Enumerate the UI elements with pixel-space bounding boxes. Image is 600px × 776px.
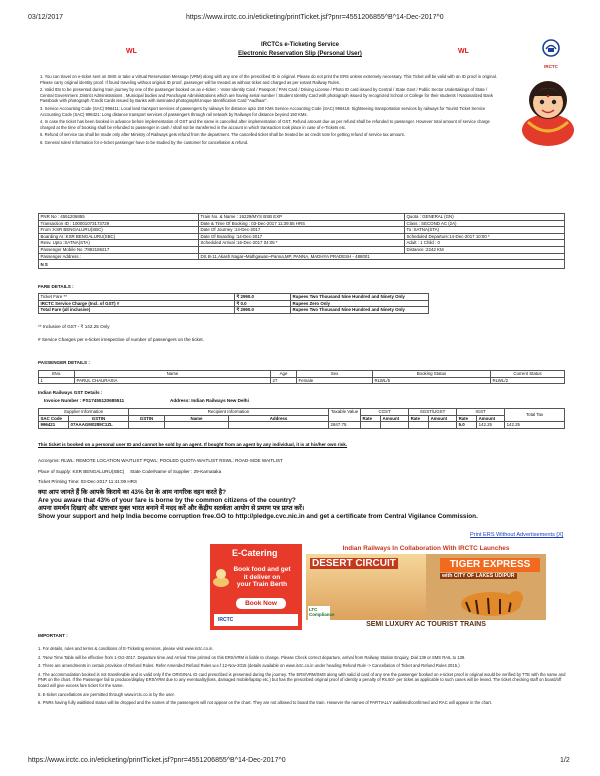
gst-cell	[129, 422, 165, 429]
ticket-title: IRCTCs e-Ticketing Service	[261, 42, 339, 48]
page-number: 1/2	[560, 757, 570, 764]
passenger-sno: 1	[39, 377, 75, 384]
fare-row	[39, 307, 429, 314]
journey-cell: From :KSR BENGALURU(SBC)	[39, 227, 199, 234]
fare-words: Rupees Two Thousand Nine Hundred and Ninety Only	[291, 294, 429, 301]
gst-sub-header: SAC Code	[39, 415, 69, 422]
gst-data-row	[39, 422, 565, 429]
acronyms: Acronyms: RLWL: REMOTE LOCATION WAITLIST PQWL: POOLED QUOTA WAITLIST RSWL: ROAD-SIDE WAITLIST	[38, 458, 283, 463]
journey-ns-row	[39, 260, 565, 269]
gst-group-header: Recipient Information	[129, 409, 329, 416]
subsidy-hindi: क्या आप जानते हैं कि आपके किराये का 43% देश के आम नागरिक वहन करते है?	[38, 489, 227, 496]
journey-row	[39, 220, 565, 227]
print-url: https://www.irctc.co.in/eticketing/printTicket.jsf?pnr=4551206855^B^14-Dec-2017^0	[186, 14, 444, 21]
important-list	[38, 646, 568, 706]
important-item: 4. The accommodation booked is not transferable and is valid only if the ORIGINAL ID card prescribed is presented during the journey. The ERS/VRM/SMS along with valid id card of any one the passenger booked on e-ticket proof in original would be verified by TTE with the name and PNR on the chart. If the Passenger fail to produce/display ERS/VRM due to any eventuality(loss, damaged mobile/laptop etc.) but has the prescribed original proof of identity a penalty of Rs.50/- per ticket as applicable to such cases will be levied. The ticket checking staff on board/off board will give excess fare ticket for the same.	[38, 671, 566, 688]
important-heading: IMPORTANT :	[38, 633, 68, 638]
fare-words: Rupees Zero Only	[291, 300, 429, 307]
gst-cell: 142.25	[505, 422, 565, 429]
journey-cell: PNR No : 4551206855	[39, 214, 199, 221]
ecatering-line: Book food and get	[233, 566, 291, 573]
journey-cell: Distance :2242 KM	[405, 246, 565, 253]
invoice-number: Invoice Number : PS17455120685511	[44, 398, 125, 403]
gst-sub-header: Amount	[477, 415, 505, 422]
ltc-badge: LTC Compliance	[308, 606, 330, 622]
column-header: Current Status	[491, 371, 565, 378]
gst-cell: 5.0	[457, 422, 477, 429]
passenger-address: DS B-11,Akash Nagar~Malhgawan~Panna,MP, PANNA, MADHYA PRADESH - 488001	[199, 253, 565, 260]
journey-cell: Adult : 1 Child : 0	[405, 240, 565, 247]
column-header: Name	[75, 371, 271, 378]
wl-badge-left: WL	[126, 48, 137, 55]
place-of-supply: Place of Supply: KSR BENGALURU(SBC)	[38, 469, 125, 474]
journey-row	[39, 233, 565, 240]
gst-table	[38, 408, 565, 429]
gst-sub-header: Amount	[381, 415, 409, 422]
journey-cell: Train No. & Name : 16229/MYS BSB EXP	[199, 214, 405, 221]
passenger-header-row	[39, 371, 565, 378]
printing-time: Ticket Printing Time: 03-Dec-2017 11:41:09 HRS	[38, 479, 138, 484]
irctc-logo-icon	[539, 38, 563, 62]
journey-table	[38, 213, 565, 269]
instruction-item: 6. General rules/ Information for e-ticket passenger have to be studied by the customer for cancellation & refund.	[40, 139, 249, 145]
service-charge-note: # Service Charges per e-ticket irrespective of number of passengers on the ticket.	[38, 337, 204, 342]
gst-sub-header: Address	[229, 415, 329, 422]
gst-cell: 2847.75	[329, 422, 361, 429]
gst-group-header: SGST/UGST	[409, 409, 457, 416]
ecatering-title: E-Catering	[232, 548, 278, 558]
fare-words: Rupees Two Thousand Nine Hundred and Ninety Only	[291, 307, 429, 314]
journey-cell: To :SATNA(STA)	[405, 227, 565, 234]
column-header: SNo.	[39, 371, 75, 378]
wl-badge-right: WL	[458, 48, 469, 55]
tiger-express-banner[interactable]	[306, 544, 546, 630]
book-now-button[interactable]: Book Now	[236, 598, 286, 609]
gst-cell	[381, 422, 409, 429]
journey-cell: Date Of Journey :14-Dec-2017	[199, 227, 405, 234]
ns-marker: N S	[39, 260, 565, 269]
semi-luxury-label: SEMI LUXURY AC TOURIST TRAINS	[306, 620, 546, 630]
gst-address: Address: Indian Railways New Delhi	[170, 398, 249, 403]
journey-cell: Class : SECOND AC (2A)	[405, 220, 565, 227]
ecatering-line: it deliver on	[243, 573, 281, 581]
ecatering-brand: IRCTC	[218, 617, 234, 623]
gst-sub-header: GSTIN	[129, 415, 165, 422]
passenger-name: PARUL CHAURASIA	[75, 377, 271, 384]
gst-sub-header: Rate	[457, 415, 477, 422]
journey-cell: Transaction ID : 100001073173729	[39, 220, 199, 227]
passenger-table	[38, 370, 565, 384]
gst-group-header-row	[39, 409, 565, 416]
passenger-age: 27	[271, 377, 297, 384]
pledge-english: Show your support and help India become corruption free.GO to http://pledge.cvc.nic.in and get a certificate from Central Vigilance Commission.	[38, 513, 478, 520]
tiger-header: Indian Railways In Collaboration With IRCTC Launches	[306, 544, 546, 554]
gst-group-header: Total Tax	[505, 409, 565, 422]
gst-sub-header: Name	[165, 415, 229, 422]
gst-group-header: IGST	[457, 409, 505, 416]
gst-cell	[165, 422, 229, 429]
fare-table	[38, 293, 429, 314]
subsidy-english: Are you aware that 43% of your fare is borne by the common citizens of the country?	[38, 497, 296, 504]
column-header: Age	[271, 371, 297, 378]
gst-note: ** Inclusive of GST - ₹ 142.25 Only	[38, 324, 110, 329]
ecatering-footer	[214, 614, 298, 626]
fare-amount: ₹ 0.0	[235, 300, 291, 307]
gst-cell: 07AAAGM0289C1ZL	[69, 422, 129, 429]
ecatering-banner[interactable]	[210, 544, 302, 630]
journey-cell: Quota : GENERAL (GN)	[405, 214, 565, 221]
journey-cell: Scheduled Departure:14-Dec-2017 10:00 *	[405, 233, 565, 240]
irctc-logo-text: IRCTC	[544, 64, 558, 69]
instruction-item: 1. You can travel on e-ticket sent on SMS or take a Virtual Reservation Message (VRM) along with any one of the prescribed ID in original. Please do not print the ERS unless extremely necessary. This Ticket will be valid with an ID proof in original. Please carry original identity proof. If found traveling without original ID proof, passenger will be treated as without ticket and charged as per extant Railway Rules.	[40, 74, 497, 85]
booking-status: RLWL/5	[373, 377, 491, 384]
food-plate-icon	[212, 564, 230, 590]
gst-sub-header: Rate	[409, 415, 429, 422]
ticket-subtitle: Electronic Reservation Slip (Personal User)	[238, 51, 362, 57]
mascot-illustration	[516, 70, 580, 146]
fare-heading: FARE DETAILS :	[38, 284, 74, 289]
gst-cell	[361, 422, 381, 429]
irctc-logo	[539, 38, 563, 69]
passenger-sex: Female	[297, 377, 373, 384]
fare-amount: ₹ 2990.0	[235, 307, 291, 314]
gst-cell	[409, 422, 429, 429]
fare-label: Total Fare (all inclusive)	[39, 307, 235, 314]
important-item: 6. PNRs having fully waitlisted status will be dropped and the names of the passengers will not appear on the chart. They are not allowed to board the train. However the names of PARTIALLY waitlisted/confirmed and RAC will appear in the chart.	[38, 700, 492, 706]
passenger-row	[39, 377, 565, 384]
fare-row	[39, 300, 429, 307]
fare-amount: ₹ 2990.0	[235, 294, 291, 301]
gst-heading: Indian Railways GST Details :	[38, 390, 103, 395]
pledge-hindi: अपना समर्थन दिखाएं और भ्रष्टाचार मुक्त भारत बनाने में मदद करें और केंद्रीय सतर्कता आयोग से प्रमाण पत्र प्राप्त करें।	[38, 505, 305, 512]
journey-row	[39, 240, 565, 247]
gst-cell: 996421	[39, 422, 69, 429]
fare-row	[39, 294, 429, 301]
print-date: 03/12/2017	[28, 14, 64, 21]
gst-group-header: Supplier Information	[39, 409, 129, 416]
current-status: RLWL/2	[491, 377, 565, 384]
important-item: 2. *New Time Table will be effective from 1-Oct-2017. Departure time and Arrival Time printed on this ERS/VRM is liable to change. Please Check correct departure, arrival from Railway Station Enquiry, Dial 139 or SMS RAIL to 139.	[38, 654, 466, 660]
passenger-heading: PASSENGER DETAILS :	[38, 360, 90, 365]
column-header: Sex	[297, 371, 373, 378]
journey-cell: Resv. Upto :SATNA(STA)	[39, 240, 199, 247]
gst-sub-header: Amount	[429, 415, 457, 422]
state-code: State Code/Name of Supplier : 29-Karnataka	[130, 469, 222, 474]
fare-label: Ticket Fare **	[39, 294, 235, 301]
journey-row	[39, 214, 565, 221]
gst-sub-header: Rate	[361, 415, 381, 422]
gst-cell: 142.25	[477, 422, 505, 429]
journey-cell: Boarding At :KSR BENGALURU(SBC)	[39, 233, 199, 240]
tiger-subtitle: with CITY OF LAKES UDIPUR	[442, 573, 515, 579]
mascot-icon	[516, 70, 580, 146]
tiger-icon	[456, 584, 526, 618]
print-without-ads-link[interactable]: Print ERS Without Advertisements [X]	[470, 532, 564, 538]
fare-label: IRCTC Service Charge (Incl. of GST) #	[39, 300, 235, 307]
gst-group-header: Taxable Value	[329, 409, 361, 422]
journey-address-row	[39, 253, 565, 260]
journey-cell: Passenger Mobile No :7892186217	[39, 246, 199, 253]
gst-cell	[229, 422, 329, 429]
journey-row	[39, 246, 565, 253]
tiger-express-label: TIGER EXPRESS	[440, 558, 540, 572]
column-header: Booking Status	[373, 371, 491, 378]
gst-sub-header: GSTIN	[69, 415, 129, 422]
personal-user-notice: This ticket is booked on a personal user ID and cannot be sold by an agent. If bought from an agent by any individual, it is at his/her own risk.	[38, 442, 348, 447]
ecatering-line: your Train Berth	[236, 581, 288, 588]
address-label: Passenger Address :	[39, 253, 199, 260]
important-item: 1. For details, rules and terms & conditions of E-Ticketing services, please visit www.irctc.co.in.	[38, 646, 214, 651]
gst-cell	[429, 422, 457, 429]
journey-cell: Date & Time Of Booking : 03-Dec-2017 11:39:55 HRS	[199, 220, 405, 227]
instruction-item: 3. Service Accounting Code (SAC) 996411: Local land transport services of passengers by railways for distance upto 150 KMs Service Accounting Code (SAC) 996416: Sightseeing transportation services by railways for Tourist Ticket Service Accounting Code (SAC) 996421: Long distance transport services of passengers through rail network by Railways for distance beyond 150 KMs.	[40, 105, 486, 117]
journey-cell: Date Of Boarding :14-Dec-2017	[199, 233, 405, 240]
instruction-item: 2. Valid IDs to be presented during train journey by one of the passenger booked on an e-ticket :- Voter Identity Card / Passport / PAN Card / Driving License / Photo ID card issued by Central / State Govt / Public Sector Undertakings of State / Central Government ,District Administrations , Municipal bodies and Panchayat Administrations which are having serial number / Student Identity Card with photograph issued by recognized School or College for their students / Nationalized Bank Passbook with photograph /Credit Cards issued by Banks with laminated photograph/Unique Identification Card "Aadhaar".	[40, 87, 493, 104]
instruction-item: 4. In case the ticket has been booked in advance before implementation of GST and the same is cancelled after implementation of GST, Refund amount due as per refund shall be refunded to passenger. However total amount of service charge charged at the time of booking shall be refunded to passenger in cash / shall not be transferred in the account in which transaction took place in case of e-Tickets etc.	[40, 119, 490, 130]
desert-circuit-label: DESERT CIRCUIT	[312, 558, 396, 569]
instructions	[40, 74, 498, 146]
important-item: 5. E-ticket cancellations are permitted through www.irctc.co.in by the user.	[38, 691, 175, 697]
journey-row	[39, 227, 565, 234]
important-item: 3. There are amendments in certain provision of Refund Rules. Refer Amended Refund Rules w.e.f 12-Nov-2015 (details available on www.irctc.co.in under heading Refund Rule -> Cancellation of Ticket and Refund Rules 2015.)	[38, 663, 460, 669]
footer-url: https://www.irctc.co.in/eticketing/printTicket.jsf?pnr=4551206855^B^14-Dec-2017^0	[28, 757, 286, 764]
journey-cell: Scheduled Arrival :16-Dec-2017 04:05 *	[199, 240, 405, 247]
journey-cell	[199, 246, 405, 253]
gst-group-header: CGST	[361, 409, 409, 416]
gst-sub-header-row	[39, 415, 565, 422]
subsidy-block	[38, 489, 568, 521]
instruction-item: 5. Refund of service tax shall be made only after Ministry of Railways gets refund from the department. The cancelled ticket shall be treated be as credit note for getting refund of service tax amount.	[40, 132, 405, 138]
